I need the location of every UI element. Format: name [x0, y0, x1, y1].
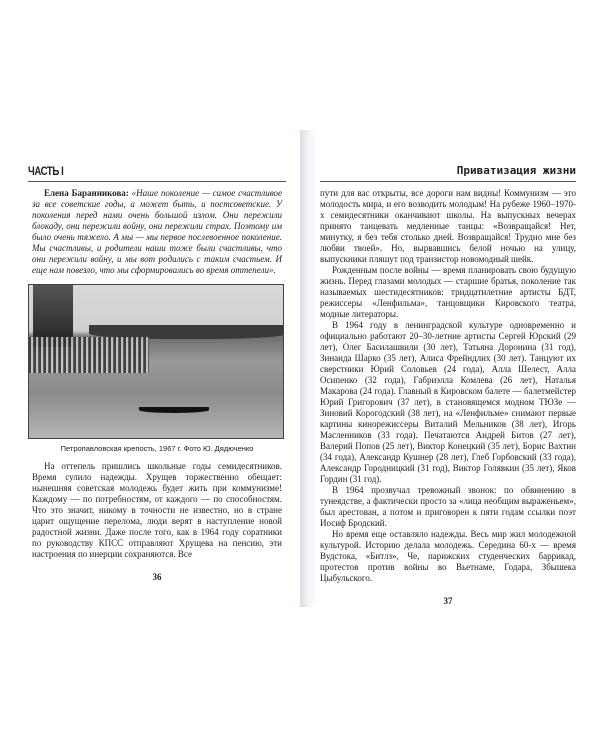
- right-page: [300, 130, 582, 607]
- paragraph: пути для вас открыты, все дороги нам видны! Коммунизм — это молодость мира, и его возводить молодым! На рубеже 1960–1970-х семидесятники оканчивают школы. На выпускных вечерах принято танцевать медленные танцы: «Возвращайся! Нет, минутку, я без тебя столько дней. Возвращайся! Трудно мне без любви твоей». Но, вырвавшись белой ночью на улицу, выпускники пляшут под транзистор новомодный шейк.: [320, 188, 576, 264]
- photo-caption: Петропавловская крепость, 1967 г. Фото Ю. Дядюченко: [60, 444, 254, 453]
- header-rule: [28, 181, 286, 182]
- running-head: Приватизация жизни: [456, 164, 576, 177]
- header-rule: [320, 181, 576, 182]
- photo-crowd: [29, 337, 149, 373]
- photo: [28, 284, 284, 439]
- quote-author: Елена Баранникова: [44, 188, 126, 198]
- paragraph: Но время еще оставляло надежды. Весь мир жил молодежной культурой. Историю делала молодежь. Середина 60-х — время Вудстока, «Битлз», Че, парижских студенческих баррикад, протестов против войны во Вьетнаме, Годара, Збышека Цыбульского.: [320, 529, 576, 583]
- page-number: 37: [443, 596, 453, 606]
- quote-text: «Наше поколение — самое счастливое за все советские годы, а может быть, и постсоветские. У поколения перед нами очень большой излом. Они пережили блокаду, они пережили войну, они пережили страх. Поэтому им было очень тяжело. А мы — мы первое послевоенное поколение. Мы счастливы, и родители наши тоже были счастливы, что они пережили войну, и мы вот родились с таким счастьем. И еще нам повезло, что мы сформировались во время оттепели».: [32, 188, 282, 275]
- page-number: 36: [152, 572, 162, 582]
- body-text: [28, 461, 286, 560]
- paragraph: В 1964 году в ленинградской культуре одновременно и официально работают 20–30-летние артисты Сергей Юрский (29 лет), Олег Басилашвили (30 лет), Татьяна Доронина (31 год), Зинаида Шарко (35 лет), Алиса Фрейндлих (30 лет). Танцуют их сверстники Юрий Соловьев (24 года), Алла Шелест, Алла Осипенко (32 года), Габриэлла Комлева (26 лет), Наталья Макарова (24 года). Главный в Кировском балете — балетмейстер Юрий Григорович (37 лет), в становящемся модном ТЮЗе — Зиновий Корогодский (38 лет), на «Ленфильме» снимают первые картины кинорежиссеры Виталий Мельников (38 лет), Игорь Масленников (33 года). Печатаются Андрей Битов (27 лет), Валерий Попов (25 лет), Виктор Конецкий (35 лет), Борис Вахтин (34 года), Александр Кушнер (28 лет), Глеб Горбовский (33 года), Александр Городницкий (31 год), Виктор Голявкин (35 лет), Яков Гордин (31 год).: [320, 320, 576, 484]
- paragraph: Рожденным после войны — время планировать свою будущую жизнь. Перед глазами молодых — старшие братья, поколение так называемых шестидесятников: тридцатилетние артисты БДТ, режиссеры «Ленфильма», танцовщики Кировского театра, модные литераторы.: [320, 265, 576, 319]
- quote-block: Елена Баранникова: «Наше поколение — самое счастливое за все советские годы, а может быть, и постсоветские. У поколения перед нами очень большой излом. Они пережили блокаду, они пережили войну, они пережили страх. Поэтому им было очень тяжело. А мы — мы первое послевоенное поколение. Мы счастливы, и родители наши тоже были счастливы, что они пережили войну, и мы вот родились с таким счастьем. И еще нам повезло, что мы сформировались во время оттепели».: [32, 188, 282, 275]
- body-text: [320, 188, 576, 584]
- paragraph: В 1964 прозвучал тревожный звонок: по обвинению в тунеядстве, а фактически просто за «лица необщим выраженьем», был арестован, а потом и приговорен к пяти годам ссылки поэт Иосиф Бродский.: [320, 485, 576, 528]
- left-page: [22, 130, 290, 600]
- photo-boat: [139, 407, 209, 413]
- paragraph: На оттепель пришлись школьные годы семидесятников. Время сулило надежды. Хрущев торжественно обещает: нынешняя советская молодежь будет жить при коммунизме! Каждому — по потребностям, от каждого — по способностям. Что это значит, никому в точности не известно, но в стране царит ощущение перелома, люди верят в наступление новой радостной жизни. Даже после того, как в 1964 году соратники по руководству КПСС отправляют Хрущева на пенсию, эти настроения по инерции сохраняются. Все: [32, 461, 282, 559]
- running-head: ЧАСТЬ I: [28, 164, 64, 178]
